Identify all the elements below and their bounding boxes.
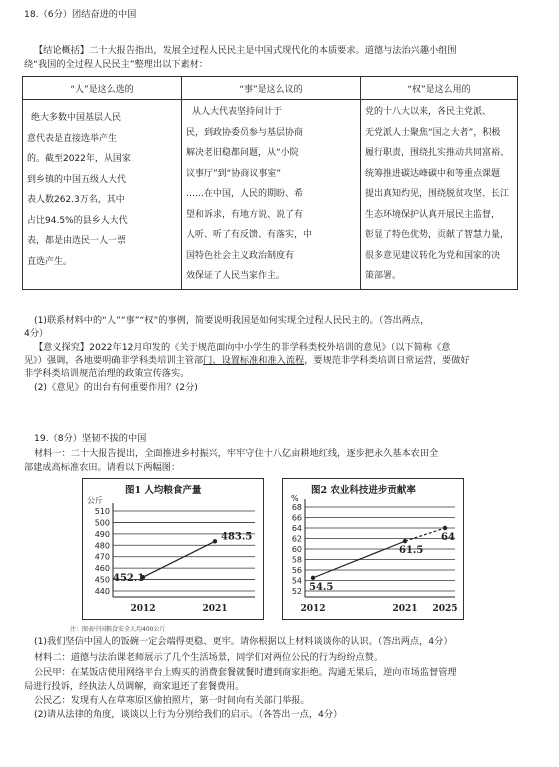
x-tick-label: 2012 bbox=[130, 604, 156, 614]
chart-note: 注：图表中国粮食安全人均400公斤 bbox=[70, 626, 166, 633]
q18-question1-line2: 4分） bbox=[24, 328, 49, 339]
chart-title: 图2 农业科技进步贡献率 bbox=[311, 485, 416, 496]
table-cell-line: 策部署。 bbox=[365, 271, 402, 281]
table-cell-line: 到乡镇的中国五级人大代 bbox=[27, 174, 127, 185]
q19-question1: (1)我们坚信中国人的饭碗一定会端得更稳、更牢。请你根据以上材料谈谈你的认识。（答出两点，4分） bbox=[34, 636, 453, 647]
table-cell-line: 生态环境保护认真开展民主监督， bbox=[365, 209, 501, 220]
table-cell-line: 履行职责，围绕扎实推动共同富裕、 bbox=[365, 148, 510, 158]
y-tick-label: 60 bbox=[291, 545, 302, 554]
y-tick-label: 66 bbox=[291, 513, 302, 523]
table-cell-line: 统筹推进碳达峰碳中和等重点课题 bbox=[365, 168, 501, 179]
table-header-people: “人”是这么选的 bbox=[23, 77, 182, 100]
data-label: 64 bbox=[441, 532, 455, 543]
q18-question2: (2)《意见》的出台有何重要作用？(2分) bbox=[34, 382, 198, 393]
chart2-svg bbox=[283, 479, 463, 619]
y-tick-label: 460 bbox=[94, 564, 110, 574]
data-label: 61.5 bbox=[399, 545, 424, 557]
data-label: 452.1 bbox=[113, 573, 145, 585]
q19-title: 19.（8分）坚韧不拔的中国 bbox=[34, 433, 147, 444]
q19-question2: (2)请从法律的角度，谈谈以上行为分别给我们的启示。（各答出一点，4分） bbox=[34, 709, 343, 720]
q19-citizen-a-line2: 局进行投诉，经执法人员调解，商家退还了套餐费用。 bbox=[24, 681, 245, 692]
table-cell-line: 人听、听了有反馈、有落实，中 bbox=[186, 230, 313, 240]
table-col-people bbox=[23, 100, 182, 290]
table-cell-line: 议事厅”到“协商议事室” bbox=[186, 168, 281, 179]
data-point bbox=[443, 526, 447, 530]
chart1-svg bbox=[83, 479, 263, 619]
table-cell-line: 望和诉求，有地方说、说了有 bbox=[186, 209, 304, 220]
x-tick-label: 2025 bbox=[432, 604, 458, 614]
y-tick-label: 62 bbox=[291, 534, 302, 544]
y-tick-label: 450 bbox=[94, 575, 110, 585]
x-tick-label: 2021 bbox=[392, 604, 418, 614]
table-cell-line: 无党派人士聚焦“国之大者”，积极 bbox=[365, 127, 501, 138]
data-point bbox=[311, 576, 315, 580]
table-col-affairs bbox=[182, 100, 361, 290]
table-cell-line: 从人大代表坚持问计于 bbox=[192, 107, 283, 117]
table-cell-line: 直选产生。 bbox=[27, 256, 73, 267]
y-tick-label: 54 bbox=[291, 576, 302, 586]
series-line bbox=[405, 528, 445, 541]
y-tick-label: 510 bbox=[94, 507, 110, 516]
data-point bbox=[213, 539, 217, 543]
y-tick-label: 52 bbox=[291, 587, 302, 596]
y-tick-label: 490 bbox=[94, 529, 110, 539]
table-cell-line: 党的十八大以来，各民主党派、 bbox=[365, 107, 492, 117]
table-header-affairs: “事”是这么议的 bbox=[182, 77, 361, 100]
q19-material1-line2: 部建成高标准农田。请看以下两幅图： bbox=[24, 462, 181, 473]
chart2-frame bbox=[282, 478, 464, 620]
table-cell-line: 提出真知灼见，围绕脱贫攻坚、长江 bbox=[365, 189, 510, 199]
table-col-power bbox=[361, 100, 518, 290]
explore-text-underlined: 门、设置标准和准入流程 bbox=[203, 355, 305, 366]
y-axis-unit-label: % bbox=[291, 494, 299, 503]
q18-explore-line3: 非学科类培训规范治理的政策宣传落实。 bbox=[24, 368, 190, 379]
chart1-frame bbox=[82, 478, 264, 620]
y-tick-label: 58 bbox=[291, 555, 302, 565]
y-tick-label: 500 bbox=[94, 518, 110, 528]
chart-title: 图1 人均粮食产量 bbox=[125, 485, 202, 496]
table-cell-line: 意代表是直接选举产生 bbox=[27, 133, 118, 144]
y-tick-label: 440 bbox=[94, 587, 110, 596]
table-cell-line: 绝大多数中国基层人民 bbox=[31, 113, 122, 123]
q18-question1-line1: (1)联系材料中的“人”“事”“权”的事例，简要说明我国是如何实现全过程人民民主的。（答出两点， bbox=[34, 315, 430, 326]
table-cell-line: ……在中国，人民的期盼、希 bbox=[186, 189, 304, 199]
data-point bbox=[403, 539, 407, 543]
table-cell-line: 表人数262.3万名，其中 bbox=[27, 195, 125, 205]
table-cell-line: 的。截至2022年，从国家 bbox=[27, 154, 131, 164]
y-tick-label: 470 bbox=[94, 552, 110, 562]
x-tick-label: 2021 bbox=[202, 604, 228, 614]
table-cell-line: 解决老旧稳都问题，从“小院 bbox=[186, 148, 299, 158]
q19-material2: 材料二：道德与法治课老师展示了几个生活场景，同学们对两位公民的行为纷纷点赞。 bbox=[34, 652, 384, 663]
x-tick-label: 2012 bbox=[300, 604, 326, 614]
table-cell-line: 表，都是由选民一人一票 bbox=[27, 236, 127, 246]
q18-intro-line2: 绕“我国的全过程人民民主”整理出以下素材： bbox=[24, 59, 209, 70]
q19-citizen-a-line1: 公民甲：在某饭店使用网络平台上购买的消费套餐就餐时遭到商家拒绝。沟通无果后，逆向市场监督管理 bbox=[34, 667, 457, 678]
table-cell-line: 很多意见建议转化为党和国家的决 bbox=[365, 250, 501, 261]
q19-material1-line1: 材料一：二十大报告提出，全面推进乡村振兴，牢牢守住十八亿亩耕地红线，逐步把永久基本农田全 bbox=[34, 448, 439, 459]
explore-text-b: ，要规范非学科类培训日常运营，要做好 bbox=[304, 355, 470, 366]
y-tick-label: 480 bbox=[94, 541, 110, 551]
q19-citizen-b: 公民乙：发现有人在草寒原区偷拍照片，第一时间向有关部门举报。 bbox=[34, 695, 310, 706]
material-table bbox=[22, 76, 518, 290]
data-label: 54.5 bbox=[309, 581, 334, 593]
series-line bbox=[143, 541, 215, 577]
q18-title: 18.（6分）团结奋进的中国 bbox=[24, 9, 137, 20]
y-tick-label: 68 bbox=[291, 503, 302, 512]
y-tick-label: 56 bbox=[291, 566, 302, 575]
q18-explore-line2 bbox=[24, 354, 470, 367]
table-header-power: “权”是这么用的 bbox=[361, 77, 518, 100]
table-cell-line: 国特色社会主义政治制度有 bbox=[186, 250, 295, 261]
table-cell-line: 占比94.5%的县乡人大代 bbox=[27, 215, 128, 226]
data-label: 483.5 bbox=[221, 531, 253, 543]
explore-text-a: 见》）强调，各地要明确非学科类培训主管部 bbox=[24, 355, 204, 366]
y-axis-unit-label: 公斤 bbox=[87, 496, 103, 505]
q18-intro-line1: 【结论概括】二十大报告指出，发展全过程人民民主是中国式现代化的本质要求。道德与法治兴趣小组围 bbox=[34, 45, 457, 56]
table-cell-line: 民，到政协委员参与基层协商 bbox=[186, 127, 304, 138]
y-tick-label: 64 bbox=[291, 524, 302, 533]
q18-explore-line1: 【意义探究】2022年12月印发的《关于规范面向中小学生的非学科类校外培训的意见》（以下简称《意 bbox=[34, 342, 451, 353]
table-cell-line: 彰显了特色优势，贡献了智慧力量， bbox=[365, 230, 510, 240]
table-cell-line: 效保证了人民当家作主。 bbox=[186, 271, 286, 281]
